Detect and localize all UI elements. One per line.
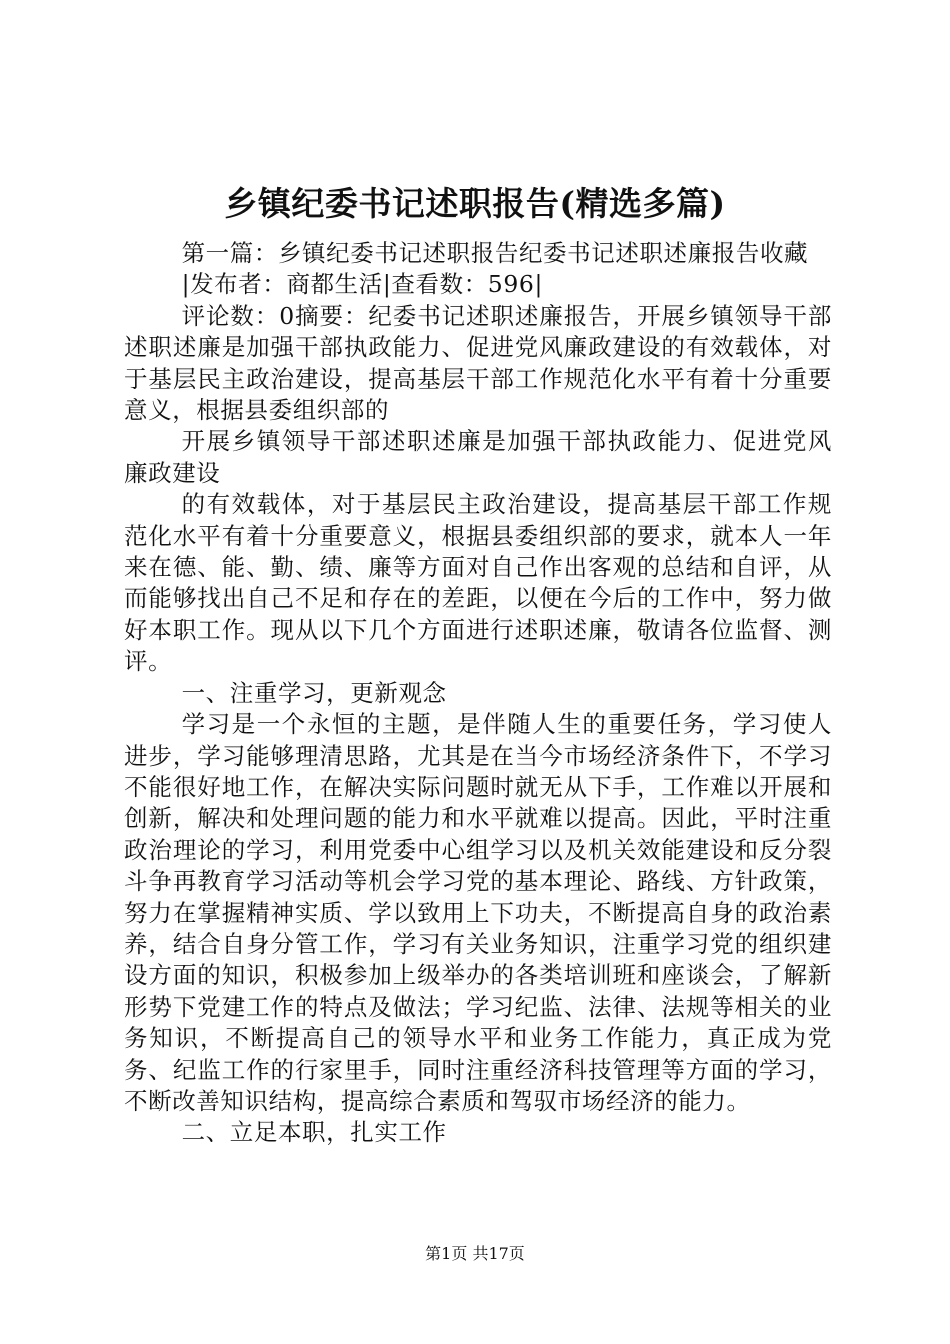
- paragraph-intro-fragment: 开展乡镇领导干部述职述廉是加强干部执政能力、促进党风廉政建设: [124, 427, 832, 487]
- paragraph-study: 学习是一个永恒的主题，是伴随人生的重要任务，学习使人进步，学习能够理清思路，尤其是在当今市场经济条件下，不学习不能很好地工作，在解决实际问题时就无从下手，工作难以开展和创新，解决和处理问题的能力和水平就难以提高。因此，平时注重政治理论的学习，利用党委中心组学习以及机关效能建设和反分裂斗争再教育学习活动等机会学习党的基本理论、路线、方针政策，努力在掌握精神实质、学以致用上下功夫，不断提高自身的政治素养，结合自身分管工作，学习有关业务知识，注重学习党的组织建设方面的知识，积极参加上级举办的各类培训班和座谈会，了解新形势下党建工作的特点及做法；学习纪监、法律、法规等相关的业务知识，不断提高自己的领导水平和业务工作能力，真正成为党务、纪监工作的行家里手，同时注重经济科技管理等方面的学习，不断改善知识结构，提高综合素质和驾驭市场经济的能力。: [124, 710, 832, 1115]
- paragraph-summary: 评论数：0摘要：纪委书记述职述廉报告，开展乡镇领导干部述职述廉是加强干部执政能力、促进党风廉政建设的有效载体，对于基层民主政治建设，提高基层干部工作规范化水平有着十分重要意义，根据县委组织部的: [124, 301, 832, 425]
- section-heading-study: 一、注重学习，更新观念: [181, 678, 447, 707]
- paragraph-heading-first-article: 第一篇：乡镇纪委书记述职报告纪委书记述职述廉报告收藏: [181, 239, 809, 267]
- paragraph-intro: 的有效载体，对于基层民主政治建设，提高基层干部工作规范化水平有着十分重要意义，根据县委组织部的要求，就本人一年来在德、能、勤、绩、廉等方面对自己作出客观的总结和自评，从而能够找出自己不足和存在的差距，以便在今后的工作中，努力做好本职工作。现从以下几个方面进行述职述廉，敬请各位监督、测评。: [124, 490, 832, 676]
- page-footer: 第1页 共17页: [425, 1244, 525, 1263]
- document-body: [124, 238, 832, 1149]
- document-title: 乡镇纪委书记述职报告(精选多篇): [224, 184, 726, 223]
- section-heading-work: 二、立足本职，扎实工作: [181, 1118, 447, 1147]
- paragraph-publisher-info: |发布者：商都生活|查看数：596|: [181, 270, 543, 299]
